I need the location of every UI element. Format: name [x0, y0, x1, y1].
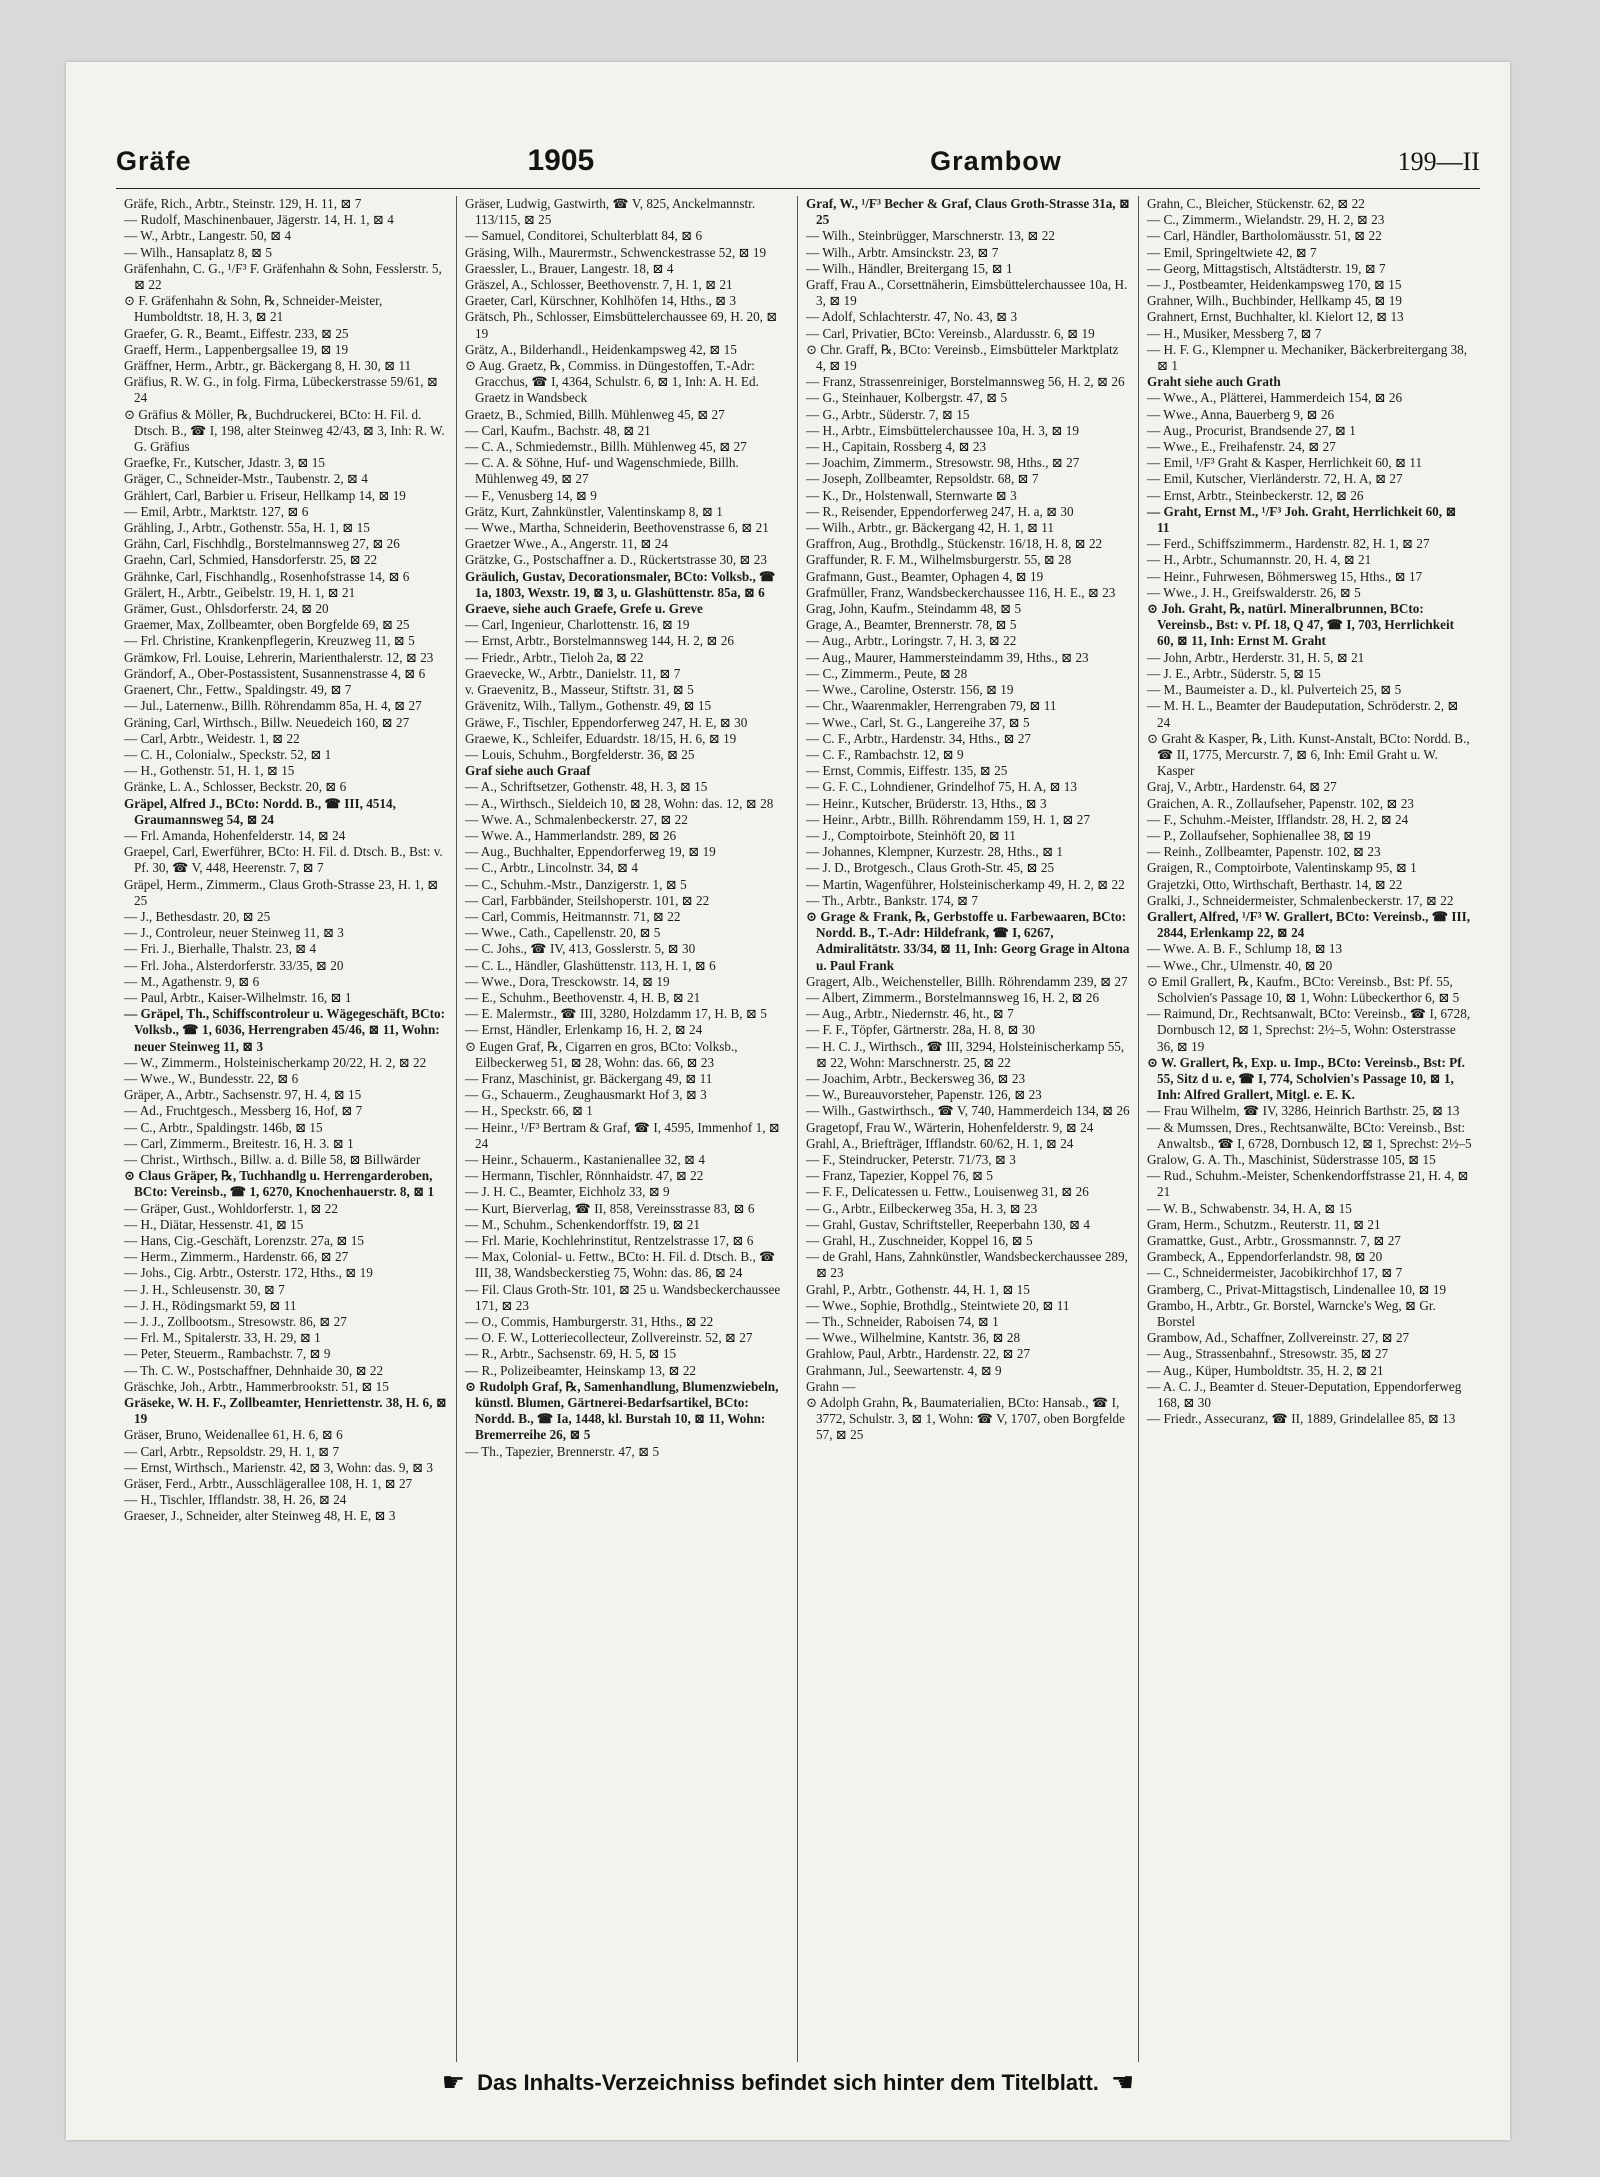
directory-entry: — Wwe., Dora, Tresckowstr. 14, ⊠ 19 — [465, 973, 670, 989]
directory-entry: — Wwe., Carl, St. G., Langereihe 37, ⊠ 5 — [806, 714, 1030, 730]
directory-entry: ⊙ Claus Gräper, ℞, Tuchhandlg u. Herrengarderoben, BCto: Vereinsb., ☎ 1, 6270, Knochenhauerstr. 8, ⊠ 1 — [124, 1168, 435, 1200]
directory-entry: — J. D., Brotgesch., Claus Groth-Str. 45, ⊠ 25 — [806, 860, 1055, 876]
directory-entry: — Wwe., E., Freihafenstr. 24, ⊠ 27 — [1147, 439, 1336, 455]
directory-entry: Gräning, Carl, Wirthsch., Billw. Neuedeich 160, ⊠ 27 — [124, 714, 410, 730]
directory-entry: Graemer, Max, Zollbeamter, oben Borgfelde 69, ⊠ 25 — [124, 617, 410, 633]
directory-entry: Grahmann, Jul., Seewartenstr. 4, ⊠ 9 — [806, 1362, 1002, 1378]
directory-entry: — Carl, Ingenieur, Charlottenstr. 16, ⊠ 19 — [465, 617, 690, 633]
directory-entry: ⊙ Gräfius & Möller, ℞, Buchdruckerei, BCto: H. Fil. d. Dtsch. B., ☎ I, 198, alter Steinweg 42/43, ⊠ 3, Inh: R. W. G. Gräfius — [124, 406, 445, 455]
directory-entry: — J. H., Rödingsmarkt 59, ⊠ 11 — [124, 1297, 297, 1313]
directory-entry: — G., Arbtr., Eilbeckerweg 35a, H. 3, ⊠ 23 — [806, 1200, 1038, 1216]
directory-entry: — Th., Schneider, Raboisen 74, ⊠ 1 — [806, 1314, 999, 1330]
directory-entry: — J., Comptoirbote, Steinhöft 20, ⊠ 11 — [806, 827, 1016, 843]
directory-entry: — Wwe., W., Bundesstr. 22, ⊠ 6 — [124, 1070, 299, 1086]
directory-entry: Graetzer Wwe., A., Angerstr. 11, ⊠ 24 — [465, 536, 668, 552]
directory-entry: ⊙ F. Gräfenhahn & Sohn, ℞, Schneider-Meister, Humboldtstr. 18, H. 3, ⊠ 21 — [124, 293, 383, 325]
pointing-hand-right-icon: ☛ — [441, 2068, 466, 2098]
directory-entry: ⊙ Graht & Kasper, ℞, Lith. Kunst-Anstalt, BCto: Nordd. B., ☎ II, 1775, Mercurstr. 7, ⊠ 6, Inh: Emil Graht u. W. Kasper — [1147, 730, 1470, 779]
directory-entry: — Th., Arbtr., Bankstr. 174, ⊠ 7 — [806, 892, 978, 908]
directory-entry: — Paul, Arbtr., Kaiser-Wilhelmstr. 16, ⊠ 1 — [124, 989, 352, 1005]
directory-entry: — Wwe., Wilhelmine, Kantstr. 36, ⊠ 28 — [806, 1330, 1021, 1346]
directory-entry: Gräsing, Wilh., Maurermstr., Schwenckestrasse 52, ⊠ 19 — [465, 244, 767, 260]
directory-entry: — H., Speckstr. 66, ⊠ 1 — [465, 1103, 593, 1119]
directory-entry: — H., Arbtr., Eimsbüttelerchaussee 10a, H. 3, ⊠ 19 — [806, 422, 1079, 438]
directory-entry: — Carl, Farbbänder, Steilshoperstr. 101, ⊠ 22 — [465, 892, 710, 908]
directory-entry: — E. Malermstr., ☎ III, 3280, Holzdamm 17, H. B, ⊠ 5 — [465, 1006, 767, 1022]
header-year: 1905 — [527, 144, 595, 177]
directory-entry: Graffunder, R. F. M., Wilhelmsburgerstr. 55, ⊠ 28 — [806, 552, 1072, 568]
directory-entry: — W. B., Schwabenstr. 34, H. A, ⊠ 15 — [1147, 1200, 1352, 1216]
directory-entry: Gräseke, W. H. F., Zollbeamter, Henriettenstr. 38, H. 6, ⊠ 19 — [124, 1395, 447, 1427]
directory-entry: Gragert, Alb., Weichensteller, Billh. Röhrendamm 239, ⊠ 27 — [806, 973, 1128, 989]
directory-entry: — Carl, Händler, Bartholomäusstr. 51, ⊠ 22 — [1147, 228, 1382, 244]
directory-entry: — A., Schriftsetzer, Gothenstr. 48, H. 3, ⊠ 15 — [465, 779, 708, 795]
directory-entry: — C. A. & Söhne, Huf- und Wagenschmiede, Billh. Mühlenweg 49, ⊠ 27 — [465, 455, 739, 487]
directory-entry: Gräszel, A., Schlosser, Beethovenstr. 7, H. 1, ⊠ 21 — [465, 277, 733, 293]
directory-entry: — Georg, Mittagstisch, Altstädterstr. 19, ⊠ 7 — [1147, 260, 1386, 276]
directory-entry: — Emil, Kutscher, Vierländerstr. 72, H. A, ⊠ 27 — [1147, 471, 1403, 487]
directory-entry: — Emil, Arbtr., Marktstr. 127, ⊠ 6 — [124, 503, 309, 519]
directory-entry: — Raimund, Dr., Rechtsanwalt, BCto: Vereinsb., ☎ I, 6728, Dornbusch 12, ⊠ 1, Sprechst: 2½–5, Wohn: Osterstrasse 36, ⊠ 19 — [1147, 1006, 1471, 1054]
directory-entry: ⊙ W. Grallert, ℞, Exp. u. Imp., BCto: Vereinsb., Bst: Pf. 55, Sitz d u. e, ☎ I, 774, Scholvien's Passage 10, ⊠ 1, Inh: Alfred Grallert, Mitgl. e. E. K. — [1147, 1054, 1465, 1103]
directory-entry: ⊙ Emil Grallert, ℞, Kaufm., BCto: Vereinsb., Bst: Pf. 55, Scholvien's Passage 10, ⊠ 1, Wohn: Lübeckerthor 6, ⊠ 5 — [1147, 973, 1460, 1005]
directory-entry: Grämkow, Frl. Louise, Lehrerin, Marienthalerstr. 12, ⊠ 23 — [124, 649, 434, 665]
directory-entry: — Heinr., Arbtr., Billh. Röhrendamm 159, H. 1, ⊠ 27 — [806, 811, 1090, 827]
directory-entry: — Emil, Springeltwiete 42, ⊠ 7 — [1147, 244, 1317, 260]
directory-entry: — Samuel, Conditorei, Schulterblatt 84, ⊠ 6 — [465, 228, 703, 244]
directory-entry: — Aug., Maurer, Hammersteindamm 39, Hths., ⊠ 23 — [806, 649, 1089, 665]
directory-entry: — Wwe. A., Schmalenbeckerstr. 27, ⊠ 22 — [465, 811, 688, 827]
directory-entry: Gramberg, C., Privat-Mittagstisch, Lindenallee 10, ⊠ 19 — [1147, 1281, 1447, 1297]
directory-entry: — Heinr., Kutscher, Brüderstr. 13, Hths., ⊠ 3 — [806, 795, 1047, 811]
directory-entry: Grag, John, Kaufm., Steindamm 48, ⊠ 5 — [806, 601, 1022, 617]
directory-entry: Graf, W., ¹/F³ Becher & Graf, Claus Groth-Strasse 31a, ⊠ 25 — [806, 196, 1130, 228]
directory-entry: — Hans, Cig.-Geschäft, Lorenzstr. 27a, ⊠ 15 — [124, 1233, 364, 1248]
directory-entry: Gräpel, Herm., Zimmerm., Claus Groth-Strasse 23, H. 1, ⊠ 25 — [124, 876, 439, 908]
directory-entry: Graefke, Fr., Kutscher, Jdastr. 3, ⊠ 15 — [124, 455, 325, 471]
directory-entry: — Johs., Cig. Arbtr., Osterstr. 172, Hths., ⊠ 19 — [124, 1265, 373, 1281]
directory-entry: Graeve, siehe auch Graefe, Grefe u. Greve — [465, 601, 703, 617]
directory-entry: Graessler, L., Brauer, Langestr. 18, ⊠ 4 — [465, 260, 674, 276]
directory-entry: — Louis, Schuhm., Borgfelderstr. 36, ⊠ 25 — [465, 746, 695, 762]
directory-entry: — J. H. C., Beamter, Eichholz 33, ⊠ 9 — [465, 1184, 670, 1200]
directory-entry: Grajetzki, Otto, Wirthschaft, Berthastr. 14, ⊠ 22 — [1147, 876, 1403, 892]
directory-entry: — J., Controleur, neuer Steinweg 11, ⊠ 3 — [124, 925, 344, 941]
directory-entry: — Wilh., Hansaplatz 8, ⊠ 5 — [124, 244, 272, 260]
directory-entry: Grambow, Ad., Schaffner, Zollvereinstr. 27, ⊠ 27 — [1147, 1330, 1410, 1346]
entry-columns — [116, 196, 1480, 2062]
column-1 — [116, 196, 457, 2062]
directory-entry: Grählert, Carl, Barbier u. Friseur, Hellkamp 14, ⊠ 19 — [124, 487, 406, 503]
pointing-hand-left-icon: ☚ — [1110, 2068, 1135, 2098]
directory-entry: — Hermann, Tischler, Rönnhaidstr. 47, ⊠ 22 — [465, 1168, 704, 1184]
directory-entry: — K., Dr., Holstenwall, Sternwarte ⊠ 3 — [806, 487, 1017, 503]
directory-entry: — G., Schauerm., Zeughausmarkt Hof 3, ⊠ 3 — [465, 1087, 707, 1103]
directory-entry: — H., Musiker, Messberg 7, ⊠ 7 — [1147, 325, 1322, 341]
directory-entry: — Heinr., Schauerm., Kastanienallee 32, ⊠ 4 — [465, 1151, 705, 1167]
directory-entry: — Franz, Tapezier, Koppel 76, ⊠ 5 — [806, 1168, 993, 1184]
directory-entry: — Wwe., J. H., Greifswalderstr. 26, ⊠ 5 — [1147, 584, 1361, 600]
directory-entry: ⊙ Eugen Graf, ℞, Cigarren en gros, BCto: Volksb., Eilbeckerweg 51, ⊠ 28, Wohn: das. 66, ⊠ 23 — [465, 1038, 738, 1070]
directory-entry: — Wwe., Sophie, Brothdlg., Steintwiete 20, ⊠ 11 — [806, 1297, 1070, 1313]
directory-entry: v. Graevenitz, B., Masseur, Stiftstr. 31, ⊠ 5 — [465, 682, 694, 698]
directory-entry: — M., Schuhm., Schenkendorffstr. 19, ⊠ 21 — [465, 1216, 700, 1232]
directory-entry: — C. Johs., ☎ IV, 413, Gosslerstr. 5, ⊠ 30 — [465, 941, 696, 957]
directory-entry: — C., Schuhm.-Mstr., Danzigerstr. 1, ⊠ 5 — [465, 876, 687, 892]
directory-entry: — Carl, Kaufm., Bachstr. 48, ⊠ 21 — [465, 422, 651, 438]
directory-entry: Gräschke, Joh., Arbtr., Hammerbrookstr. 51, ⊠ 15 — [124, 1378, 389, 1394]
directory-entry: Gräper, A., Arbtr., Sachsenstr. 97, H. 4, ⊠ 15 — [124, 1087, 362, 1103]
directory-entry: Grähnke, Carl, Fischhandlg., Rosenhofstrasse 14, ⊠ 6 — [124, 568, 410, 584]
directory-entry: — Wwe., Caroline, Osterstr. 156, ⊠ 19 — [806, 682, 1014, 698]
directory-entry: Grahl, A., Briefträger, Ifflandstr. 60/62, H. 1, ⊠ 24 — [806, 1135, 1074, 1151]
directory-entry: Graepel, Carl, Ewerführer, BCto: H. Fil. d. Dtsch. B., Bst: v. Pf. 30, ☎ V, 448, Heerenstr. 7, ⊠ 7 — [124, 844, 443, 876]
directory-entry: Grämer, Gust., Ohlsdorferstr. 24, ⊠ 20 — [124, 601, 329, 617]
directory-entry: — Heinr., Fuhrwesen, Böhmersweg 15, Hths., ⊠ 17 — [1147, 568, 1423, 584]
directory-entry: Gralki, J., Schneidermeister, Schmalenbeckerstr. 17, ⊠ 22 — [1147, 892, 1454, 908]
directory-entry: — H., Arbtr., Schumannstr. 20, H. 4, ⊠ 21 — [1147, 552, 1372, 568]
directory-entry: — Peter, Steuerm., Rambachstr. 7, ⊠ 9 — [124, 1346, 331, 1362]
directory-entry: — H. C. J., Wirthsch., ☎ III, 3294, Holsteinischerkamp 55, ⊠ 22, Wohn: Marschnerstr. 25, ⊠ 22 — [806, 1038, 1125, 1070]
directory-entry: — John, Arbtr., Herderstr. 31, H. 5, ⊠ 21 — [1147, 649, 1365, 665]
directory-entry: — F., Venusberg 14, ⊠ 9 — [465, 487, 597, 503]
directory-entry: — Ernst, Commis, Eiffestr. 135, ⊠ 25 — [806, 763, 1008, 779]
directory-entry: — Wwe., A., Plätterei, Hammerdeich 154, ⊠ 26 — [1147, 390, 1403, 406]
directory-entry: — Ernst, Arbtr., Steinbeckerstr. 12, ⊠ 26 — [1147, 487, 1364, 503]
directory-entry: — J. J., Zollbootsm., Stresowstr. 86, ⊠ 27 — [124, 1314, 347, 1330]
directory-entry: Graewe, K., Schleifer, Eduardstr. 18/15, H. 6, ⊠ 19 — [465, 730, 737, 746]
page-number: 199—II — [1397, 147, 1480, 176]
directory-entry: — C., Zimmerm., Peute, ⊠ 28 — [806, 665, 968, 681]
directory-entry: — Frl. Marie, Kochlehrinstitut, Rentzelstrasse 17, ⊠ 6 — [465, 1233, 754, 1248]
directory-entry: — J., Bethesdastr. 20, ⊠ 25 — [124, 908, 271, 924]
directory-entry: — Wilh., Arbtr., gr. Bäckergang 42, H. 1, ⊠ 11 — [806, 520, 1054, 536]
directory-entry: — A. C. J., Beamter d. Steuer-Deputation, Eppendorferweg 168, ⊠ 30 — [1147, 1378, 1462, 1411]
directory-entry: Grafmann, Gust., Beamter, Ophagen 4, ⊠ 19 — [806, 568, 1044, 584]
directory-entry: — O., Commis, Hamburgerstr. 31, Hths., ⊠ 22 — [465, 1314, 714, 1330]
directory-entry: Grändorf, A., Ober-Postassistent, Susannenstrasse 4, ⊠ 6 — [124, 665, 426, 681]
directory-entry: Gräpel, Alfred J., BCto: Nordd. B., ☎ III, 4514, Graumannsweg 54, ⊠ 24 — [124, 795, 396, 827]
directory-entry: Grälert, H., Arbtr., Geibelstr. 19, H. 1, ⊠ 21 — [124, 584, 356, 600]
directory-entry: Grallert, Alfred, ¹/F³ W. Grallert, BCto: Vereinsb., ☎ III, 2844, Erlenkamp 22, ⊠ 24 — [1147, 908, 1471, 941]
directory-entry: Grähn, Carl, Fischhdlg., Borstelmannsweg 27, ⊠ 26 — [124, 536, 400, 552]
directory-entry: — Fil. Claus Groth-Str. 101, ⊠ 25 u. Wandsbeckerchaussee 171, ⊠ 23 — [465, 1281, 781, 1313]
directory-entry: — Heinr., ¹/F³ Bertram & Graf, ☎ I, 4595, Immenhof 1, ⊠ 24 — [465, 1119, 780, 1151]
directory-entry: — Joseph, Zollbeamter, Repsoldstr. 68, ⊠ 7 — [806, 471, 1039, 487]
directory-entry: Grahner, Wilh., Buchbinder, Hellkamp 45, ⊠ 19 — [1147, 293, 1402, 309]
column-2 — [457, 196, 798, 2062]
directory-entry: — Emil, ¹/F³ Graht & Kasper, Herrlichkeit 60, ⊠ 11 — [1147, 455, 1423, 471]
directory-entry: Gräwe, F., Tischler, Eppendorferweg 247, H. E, ⊠ 30 — [465, 714, 748, 730]
directory-entry: Grafmüller, Franz, Wandsbeckerchaussee 116, H. E., ⊠ 23 — [806, 584, 1116, 600]
header-right-word: Grambow — [930, 146, 1062, 176]
directory-entry: Grahn — — [806, 1378, 856, 1394]
directory-entry: — Reinh., Zollbeamter, Papenstr. 102, ⊠ 23 — [1147, 844, 1381, 860]
directory-entry: — F., Schuhm.-Meister, Ifflandstr. 28, H. 2, ⊠ 24 — [1147, 811, 1409, 827]
directory-entry: — G. F. C., Lohndiener, Grindelhof 75, H. A, ⊠ 13 — [806, 779, 1077, 795]
directory-entry: ⊙ Rudolph Graf, ℞, Samenhandlung, Blumenzwiebeln, künstl. Blumen, Gärtnerei-Bedarfsartikel, BCto: Nordd. B., ☎ Ia, 1448, kl. Burstah 10, ⊠ 11, Wohn: Bremerreihe 26, ⊠ 5 — [465, 1378, 779, 1443]
directory-entry: — M., Agathenstr. 9, ⊠ 6 — [124, 973, 260, 989]
directory-entry: — Kurt, Bierverlag, ☎ II, 858, Vereinsstrasse 83, ⊠ 6 — [465, 1200, 755, 1216]
directory-entry: — C., Arbtr., Spaldingstr. 146b, ⊠ 15 — [124, 1119, 323, 1135]
directory-entry: Gramattke, Gust., Arbtr., Grossmannstr. 7, ⊠ 27 — [1147, 1233, 1401, 1248]
directory-entry: Grage, A., Beamter, Brennerstr. 78, ⊠ 5 — [806, 617, 1017, 633]
directory-entry: Gräfenhahn, C. G., ¹/F³ F. Gräfenhahn & Sohn, Fesslerstr. 5, ⊠ 22 — [124, 260, 442, 293]
directory-entry: — C. L., Händler, Glashüttenstr. 113, H. 1, ⊠ 6 — [465, 957, 716, 973]
directory-entry: — Frl. Amanda, Hohenfelderstr. 14, ⊠ 24 — [124, 827, 346, 843]
directory-entry: Gräulich, Gustav, Decorationsmaler, BCto: Volksb., ☎ 1a, 1803, Wexstr. 19, ⊠ 3, u. Glashüttenstr. 85a, ⊠ 6 — [465, 568, 776, 600]
directory-entry: — Ernst, Arbtr., Borstelmannsweg 144, H. 2, ⊠ 26 — [465, 633, 734, 649]
directory-entry: ⊙ Grage & Frank, ℞, Gerbstoffe u. Farbewaaren, BCto: Nordd. B., T.-Adr: Hildefrank, ☎ I, 6267, Admiralitätstr. 33/34, ⊠ 11, Inh: Georg Grage in Altona u. Paul Frank — [806, 908, 1130, 973]
directory-entry: — C. A., Schmiedemstr., Billh. Mühlenweg 45, ⊠ 27 — [465, 439, 747, 455]
directory-entry: — Albert, Zimmerm., Borstelmannsweg 16, H. 2, ⊠ 26 — [806, 989, 1100, 1005]
directory-entry: — Wwe. A., Hammerlandstr. 289, ⊠ 26 — [465, 827, 677, 843]
directory-entry: — Martin, Wagenführer, Holsteinischerkamp 49, H. 2, ⊠ 22 — [806, 876, 1125, 892]
directory-entry: — W., Zimmerm., Holsteinischerkamp 20/22, H. 2, ⊠ 22 — [124, 1054, 427, 1070]
directory-entry: — Ad., Fruchtgesch., Messberg 16, Hof, ⊠ 7 — [124, 1103, 363, 1119]
directory-entry: Graffron, Aug., Brothdlg., Stückenstr. 16/18, H. 8, ⊠ 22 — [806, 536, 1103, 552]
directory-entry: Grätzke, G., Postschaffner a. D., Rückertstrasse 30, ⊠ 23 — [465, 552, 767, 568]
directory-entry: — Franz, Maschinist, gr. Bäckergang 49, ⊠ 11 — [465, 1070, 713, 1086]
directory-entry: — M. H. L., Beamter der Baudeputation, Schröderstr. 2, ⊠ 24 — [1147, 698, 1459, 730]
directory-entry: — Carl, Zimmerm., Breitestr. 16, H. 3. ⊠ 1 — [124, 1135, 354, 1151]
directory-entry: Graevecke, W., Arbtr., Danielstr. 11, ⊠ 7 — [465, 665, 681, 681]
directory-entry: Graigen, R., Comptoirbote, Valentinskamp 95, ⊠ 1 — [1147, 860, 1417, 876]
directory-page — [66, 62, 1510, 2140]
directory-entry: — Wilh., Steinbrügger, Marschnerstr. 13, ⊠ 22 — [806, 228, 1055, 244]
directory-entry: — Ferd., Schiffszimmerm., Hardenstr. 82, H. 1, ⊠ 27 — [1147, 536, 1430, 552]
directory-entry: — R., Polizeibeamter, Heinskamp 13, ⊠ 22 — [465, 1362, 697, 1378]
directory-entry: Graenert, Chr., Fettw., Spaldingstr. 49, ⊠ 7 — [124, 682, 352, 698]
directory-entry: — H. F. G., Klempner u. Mechaniker, Bäckerbreitergang 38, ⊠ 1 — [1147, 341, 1468, 374]
directory-entry: — Graht, Ernst M., ¹/F³ Joh. Graht, Herrlichkeit 60, ⊠ 11 — [1147, 503, 1457, 536]
directory-entry: Graht siehe auch Grath — [1147, 374, 1281, 390]
directory-entry: — C. F., Arbtr., Hardenstr. 34, Hths., ⊠ 27 — [806, 730, 1032, 746]
directory-entry: — Aug., Buchhalter, Eppendorferweg 19, ⊠ 19 — [465, 844, 716, 860]
directory-entry: — Aug., Arbtr., Niedernstr. 46, ht., ⊠ 7 — [806, 1006, 1014, 1022]
directory-entry: — Th., Tapezier, Brennerstr. 47, ⊠ 5 — [465, 1443, 660, 1459]
directory-entry: — Aug., Procurist, Brandsende 27, ⊠ 1 — [1147, 422, 1356, 438]
directory-entry: — Ernst, Wirthsch., Marienstr. 42, ⊠ 3, Wohn: das. 9, ⊠ 3 — [124, 1459, 434, 1475]
directory-entry: — Fri. J., Bierhalle, Thalstr. 23, ⊠ 4 — [124, 941, 317, 957]
directory-entry: Gräser, Ludwig, Gastwirth, ☎ V, 825, Anckelmannstr. 113/115, ⊠ 25 — [465, 196, 756, 228]
directory-entry: — F., Steindrucker, Peterstr. 71/73, ⊠ 3 — [806, 1151, 1016, 1167]
directory-entry: — Rud., Schuhm.-Meister, Schenkendorffstrasse 21, H. 4, ⊠ 21 — [1147, 1168, 1469, 1200]
directory-entry: — Friedr., Assecuranz, ☎ II, 1889, Grindelallee 85, ⊠ 13 — [1147, 1411, 1456, 1427]
directory-entry: — Aug., Strassenbahnf., Stresowstr. 35, ⊠ 27 — [1147, 1346, 1389, 1362]
directory-entry: — G., Steinhauer, Kolbergstr. 47, ⊠ 5 — [806, 390, 1008, 406]
directory-entry: — J. E., Arbtr., Süderstr. 5, ⊠ 15 — [1147, 665, 1321, 681]
directory-entry: Gräger, C., Schneider-Mstr., Taubenstr. 2, ⊠ 4 — [124, 471, 368, 487]
directory-entry: — Frl. Joha., Alsterdorferstr. 33/35, ⊠ 20 — [124, 957, 344, 973]
directory-entry: — W., Bureauvorsteher, Papenstr. 126, ⊠ 23 — [806, 1087, 1042, 1103]
column-4 — [1139, 196, 1480, 2062]
directory-entry: Grahl, P., Arbtr., Gothenstr. 44, H. 1, ⊠ 15 — [806, 1281, 1030, 1297]
directory-entry: Grätz, A., Bilderhandl., Heidenkampsweg 42, ⊠ 15 — [465, 341, 737, 357]
directory-entry: ⊙ Adolph Grahn, ℞, Baumaterialien, BCto: Hansab., ☎ I, 3772, Schulstr. 3, ⊠ 1, Wohn: ☎ V, 1707, oben Borgfelde 57, ⊠ 25 — [806, 1395, 1125, 1443]
directory-entry: — H., Gothenstr. 51, H. 1, ⊠ 15 — [124, 763, 295, 779]
directory-entry: ⊙ Aug. Graetz, ℞, Commiss. in Düngestoffen, T.-Adr: Gracchus, ☎ I, 4364, Schulstr. 6, ⊠ 1, Inh: A. H. Ed. Graetz in Wandsbeck — [465, 358, 759, 406]
directory-entry: — & Mumssen, Dres., Rechtsanwälte, BCto: Vereinsb., Bst: Anwaltsb., ☎ I, 6728, Dornbusch 12, ⊠ 1, Sprechst: 2½–5 — [1147, 1119, 1472, 1151]
directory-entry: — C., Zimmerm., Wielandstr. 29, H. 2, ⊠ 23 — [1147, 212, 1385, 228]
directory-entry: — H., Capitain, Rossberg 4, ⊠ 23 — [806, 439, 987, 455]
directory-entry: Graj, V., Arbtr., Hardenstr. 64, ⊠ 27 — [1147, 779, 1337, 795]
directory-entry: Grahnert, Ernst, Buchhalter, kl. Kielort 12, ⊠ 13 — [1147, 309, 1404, 325]
directory-entry: — Wilh., Arbtr. Amsinckstr. 23, ⊠ 7 — [806, 244, 999, 260]
directory-entry: Graf siehe auch Graaf — [465, 763, 591, 779]
directory-entry: — Herm., Zimmerm., Hardenstr. 66, ⊠ 27 — [124, 1249, 349, 1265]
directory-entry: — Carl, Arbtr., Repsoldstr. 29, H. 1, ⊠ 7 — [124, 1443, 340, 1459]
directory-entry: — Gräpel, Th., Schiffscontroleur u. Wägegeschäft, BCto: Volksb., ☎ 1, 6036, Herrengraben 45/46, ⊠ 11, Wohn: neuer Steinweg 11, ⊠ 3 — [124, 1006, 446, 1054]
directory-entry: Gräser, Bruno, Weidenallee 61, H. 6, ⊠ 6 — [124, 1427, 343, 1443]
directory-entry: — Grahl, Gustav, Schriftsteller, Reeperbahn 130, ⊠ 4 — [806, 1216, 1090, 1232]
directory-entry: ⊙ Joh. Graht, ℞, natürl. Mineralbrunnen, BCto: Vereinsb., Bst: v. Pf. 18, Q 47, ☎ I, 703, Herrlichkeit 60, ⊠ 11, Inh: Ernst M. Graht — [1147, 601, 1455, 649]
directory-entry: — Joachim, Zimmerm., Stresowstr. 98, Hths., ⊠ 27 — [806, 455, 1080, 471]
directory-entry: Gräser, Ferd., Arbtr., Ausschlägerallee 108, H. 1, ⊠ 27 — [124, 1476, 413, 1492]
directory-entry: Graeser, J., Schneider, alter Steinweg 48, H. E, ⊠ 3 — [124, 1508, 396, 1524]
directory-entry: — F. F., Töpfer, Gärtnerstr. 28a, H. 8, ⊠ 30 — [806, 1022, 1036, 1038]
directory-entry: — H., Diätar, Hessenstr. 41, ⊠ 15 — [124, 1216, 304, 1232]
directory-entry: Graefer, G. R., Beamt., Eiffestr. 233, ⊠ 25 — [124, 325, 349, 341]
directory-entry: Graichen, A. R., Zollaufseher, Papenstr. 102, ⊠ 23 — [1147, 795, 1414, 811]
directory-entry: Gram, Herm., Schutzm., Reuterstr. 11, ⊠ 21 — [1147, 1216, 1381, 1232]
directory-entry: — Christ., Wirthsch., Billw. a. d. Bille 58, ⊠ Billwärder — [124, 1151, 421, 1167]
directory-entry: — R., Reisender, Eppendorferweg 247, H. a, ⊠ 30 — [806, 503, 1074, 519]
directory-entry: Gragetopf, Frau W., Wärterin, Hohenfelderstr. 9, ⊠ 24 — [806, 1119, 1094, 1135]
page-footer — [66, 2066, 1510, 2100]
directory-entry: — O. F. W., Lotteriecollecteur, Zollvereinstr. 52, ⊠ 27 — [465, 1330, 753, 1346]
directory-entry: — Frl. M., Spitalerstr. 33, H. 29, ⊠ 1 — [124, 1330, 321, 1346]
directory-entry: — Ernst, Händler, Erlenkamp 16, H. 2, ⊠ 24 — [465, 1022, 703, 1038]
directory-entry: Grahn, C., Bleicher, Stückenstr. 62, ⊠ 22 — [1147, 196, 1365, 211]
directory-entry: Gräfe, Rich., Arbtr., Steinstr. 129, H. 11, ⊠ 7 — [124, 196, 362, 211]
directory-entry: — F. F., Delicatessen u. Fettw., Louisenweg 31, ⊠ 26 — [806, 1184, 1089, 1200]
directory-entry: Grambeck, A., Eppendorferlandstr. 98, ⊠ 20 — [1147, 1249, 1383, 1265]
directory-entry: — Franz, Strassenreiniger, Borstelmannsweg 56, H. 2, ⊠ 26 — [806, 374, 1125, 390]
directory-entry: Grahlow, Paul, Arbtr., Hardenstr. 22, ⊠ 27 — [806, 1346, 1031, 1362]
directory-entry: — Adolf, Schlachterstr. 47, No. 43, ⊠ 3 — [806, 309, 1018, 325]
directory-entry: — Wwe., Martha, Schneiderin, Beethovenstrasse 6, ⊠ 21 — [465, 520, 769, 536]
directory-entry: — Friedr., Arbtr., Tieloh 2a, ⊠ 22 — [465, 649, 644, 665]
directory-entry: — Carl, Arbtr., Weidestr. 1, ⊠ 22 — [124, 730, 300, 746]
directory-entry: Grambo, H., Arbtr., Gr. Borstel, Warncke's Weg, ⊠ Gr. Borstel — [1147, 1297, 1436, 1330]
directory-entry: — Wilh., Händler, Breitergang 15, ⊠ 1 — [806, 260, 1013, 276]
directory-entry: — Th. C. W., Postschaffner, Dehnhaide 30, ⊠ 22 — [124, 1362, 384, 1378]
directory-entry: — de Grahl, Hans, Zahnkünstler, Wandsbeckerchaussee 289, ⊠ 23 — [806, 1249, 1128, 1281]
directory-entry: Gralow, G. A. Th., Maschinist, Süderstrasse 105, ⊠ 15 — [1147, 1151, 1436, 1167]
directory-entry: — Gräper, Gust., Wohldorferstr. 1, ⊠ 22 — [124, 1200, 338, 1216]
directory-entry: — R., Arbtr., Sachsenstr. 69, H. 5, ⊠ 15 — [465, 1346, 677, 1362]
directory-entry: — Wwe., Anna, Bauerberg 9, ⊠ 26 — [1147, 406, 1335, 422]
directory-entry: — J., Postbeamter, Heidenkampsweg 170, ⊠ 15 — [1147, 277, 1402, 293]
footer-note: Das Inhalts-Verzeichniss befindet sich hinter dem Titelblatt. — [477, 2070, 1099, 2095]
directory-entry: — A., Wirthsch., Sieldeich 10, ⊠ 28, Wohn: das. 12, ⊠ 28 — [465, 795, 774, 811]
directory-entry: Gräfius, R. W. G., in folg. Firma, Lübeckerstrasse 59/61, ⊠ 24 — [124, 374, 438, 406]
directory-entry: — Joachim, Arbtr., Beckersweg 36, ⊠ 23 — [806, 1070, 1026, 1086]
directory-entry: — Carl, Commis, Heitmannstr. 71, ⊠ 22 — [465, 908, 681, 924]
directory-entry: Grähling, J., Arbtr., Gothenstr. 55a, H. 1, ⊠ 15 — [124, 520, 370, 536]
directory-entry: — Aug., Küper, Humboldtstr. 35, H. 2, ⊠ 21 — [1147, 1362, 1384, 1378]
directory-entry: — Grahl, H., Zuschneider, Koppel 16, ⊠ 5 — [806, 1233, 1033, 1248]
directory-entry: Graff, Frau A., Corsettnäherin, Eimsbüttelerchaussee 10a, H. 3, ⊠ 19 — [806, 277, 1128, 309]
directory-entry: Graeff, Herm., Lappenbergsallee 19, ⊠ 19 — [124, 341, 349, 357]
directory-entry: — C. F., Rambachstr. 12, ⊠ 9 — [806, 746, 964, 762]
directory-entry: Graeter, Carl, Kürschner, Kohlhöfen 14, Hths., ⊠ 3 — [465, 293, 737, 309]
directory-entry: — Frl. Christine, Krankenpflegerin, Kreuzweg 11, ⊠ 5 — [124, 633, 415, 649]
directory-entry: — C., Arbtr., Lincolnstr. 34, ⊠ 4 — [465, 860, 638, 876]
directory-entry: — E., Schuhm., Beethovenstr. 4, H. B, ⊠ 21 — [465, 989, 701, 1005]
directory-entry: — P., Zollaufseher, Sophienallee 38, ⊠ 19 — [1147, 827, 1371, 843]
directory-entry: Gränke, L. A., Schlosser, Beckstr. 20, ⊠ 6 — [124, 779, 347, 795]
directory-entry: — Rudolf, Maschinenbauer, Jägerstr. 14, H. 1, ⊠ 4 — [124, 212, 394, 228]
directory-entry: — Frau Wilhelm, ☎ IV, 3286, Heinrich Barthstr. 25, ⊠ 13 — [1147, 1103, 1460, 1119]
directory-entry: Grätsch, Ph., Schlosser, Eimsbüttelerchaussee 69, H. 20, ⊠ 19 — [465, 309, 778, 341]
directory-entry: Graetz, B., Schmied, Billh. Mühlenweg 45, ⊠ 27 — [465, 406, 725, 422]
directory-entry: — Wwe., Cath., Capellenstr. 20, ⊠ 5 — [465, 925, 661, 941]
directory-entry: — H., Tischler, Ifflandstr. 38, H. 26, ⊠ 24 — [124, 1492, 347, 1508]
directory-entry: Grävenitz, Wilh., Tallym., Gothenstr. 49, ⊠ 15 — [465, 698, 712, 714]
directory-entry: — J. H., Schleusenstr. 30, ⊠ 7 — [124, 1281, 285, 1297]
directory-entry: — W., Arbtr., Langestr. 50, ⊠ 4 — [124, 228, 292, 244]
directory-entry: Graehn, Carl, Schmied, Hansdorferstr. 25, ⊠ 22 — [124, 552, 378, 568]
directory-entry: — Aug., Arbtr., Loringstr. 7, H. 3, ⊠ 22 — [806, 633, 1017, 649]
page-header — [116, 144, 1480, 189]
directory-entry: — Johannes, Klempner, Kurzestr. 28, Hths., ⊠ 1 — [806, 844, 1064, 860]
directory-entry: — Wwe., Chr., Ulmenstr. 40, ⊠ 20 — [1147, 957, 1333, 973]
directory-entry: — C. H., Colonialw., Speckstr. 52, ⊠ 1 — [124, 746, 332, 762]
directory-entry: — G., Arbtr., Süderstr. 7, ⊠ 15 — [806, 406, 970, 422]
directory-entry: — Carl, Privatier, BCto: Vereinsb., Alardusstr. 6, ⊠ 19 — [806, 325, 1095, 341]
directory-entry: — C., Schneidermeister, Jacobikirchhof 17, ⊠ 7 — [1147, 1265, 1403, 1281]
directory-entry: — M., Baumeister a. D., kl. Pulverteich 25, ⊠ 5 — [1147, 682, 1402, 698]
directory-entry: — Wilh., Gastwirthsch., ☎ V, 740, Hammerdeich 134, ⊠ 26 — [806, 1103, 1130, 1119]
column-3 — [798, 196, 1139, 2062]
directory-entry: — Max, Colonial- u. Fettw., BCto: H. Fil. d. Dtsch. B., ☎ III, 38, Wandsbeckerstieg 75, Wohn: das. 86, ⊠ 24 — [465, 1249, 776, 1281]
directory-entry: — Wwe. A. B. F., Schlump 18, ⊠ 13 — [1147, 941, 1343, 957]
directory-entry: — Jul., Laternenw., Billh. Röhrendamm 85a, H. 4, ⊠ 27 — [124, 698, 422, 714]
header-left-word: Gräfe — [116, 146, 192, 176]
directory-entry: Gräffner, Herm., Arbtr., gr. Bäckergang 8, H. 30, ⊠ 11 — [124, 358, 412, 374]
directory-entry: — Chr., Waarenmakler, Herrengraben 79, ⊠ 11 — [806, 698, 1057, 714]
directory-entry: ⊙ Chr. Graff, ℞, BCto: Vereinsb., Eimsbütteler Marktplatz 4, ⊠ 19 — [806, 341, 1119, 374]
directory-entry: Grätz, Kurt, Zahnkünstler, Valentinskamp 8, ⊠ 1 — [465, 503, 723, 519]
